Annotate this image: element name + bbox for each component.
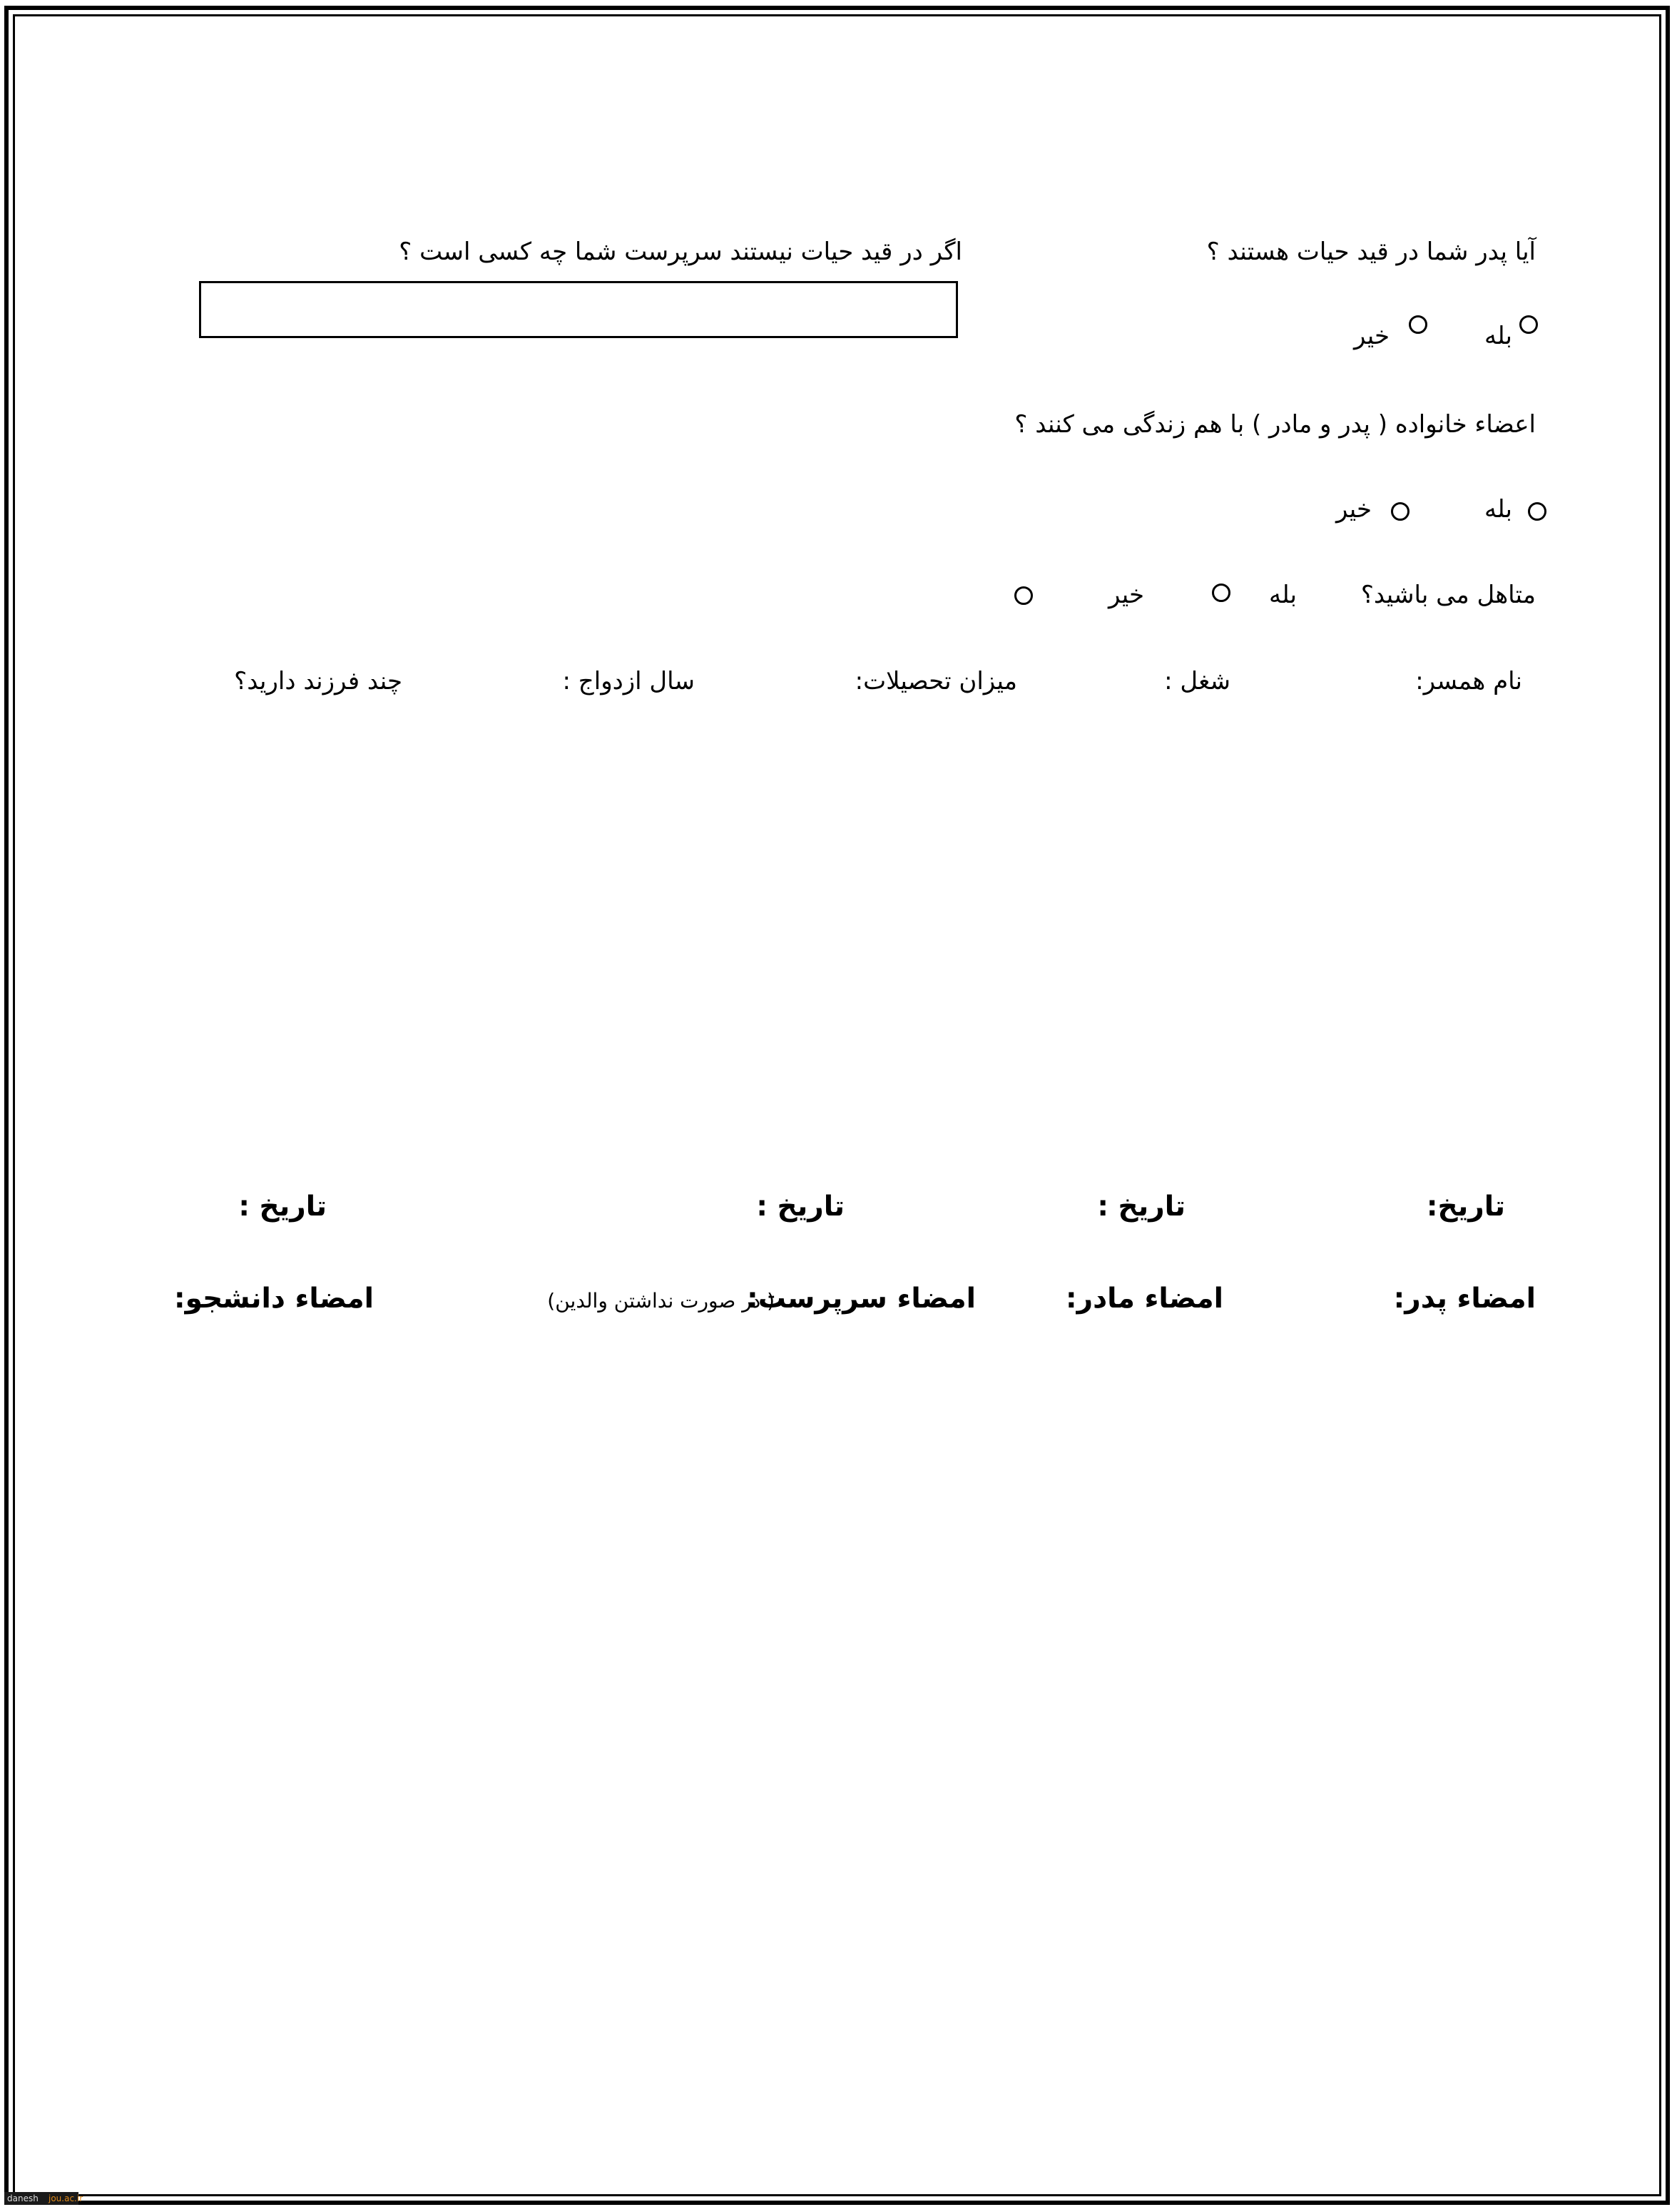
family-together-no-radio[interactable] bbox=[1391, 502, 1410, 521]
family-together-yes-radio[interactable] bbox=[1528, 502, 1546, 521]
married-no-radio[interactable] bbox=[1014, 586, 1033, 605]
guardian-signature-label: امضاء سرپرست: bbox=[747, 1283, 976, 1315]
spouse-job-label: شغل : bbox=[1164, 667, 1230, 695]
student-signature-label: امضاء دانشجو: bbox=[174, 1283, 374, 1315]
father-alive-yes-label: بله bbox=[1484, 322, 1512, 350]
father-alive-no-label: خیر bbox=[1353, 322, 1390, 350]
father-signature-label: امضاء پدر: bbox=[1393, 1283, 1536, 1315]
spouse-education-label: میزان تحصیلات: bbox=[855, 667, 1017, 695]
father-alive-yes-radio[interactable] bbox=[1519, 315, 1538, 334]
mother-date-label: تاریخ : bbox=[1097, 1191, 1186, 1223]
married-yes-radio[interactable] bbox=[1212, 583, 1230, 602]
children-count-label: چند فرزند دارید؟ bbox=[234, 667, 402, 695]
family-together-yes-label: بله bbox=[1484, 495, 1512, 524]
mother-signature-label: امضاء مادر: bbox=[1066, 1283, 1223, 1315]
family-together-no-label: خیر bbox=[1335, 495, 1372, 524]
guardian-input[interactable] bbox=[199, 281, 958, 338]
spouse-name-label: نام همسر: bbox=[1415, 667, 1522, 695]
married-question: متاهل می باشید؟ bbox=[1360, 581, 1536, 609]
logo-text: danesh bbox=[7, 2193, 39, 2203]
father-alive-question: آیا پدر شما در قید حیات هستند ؟ bbox=[1206, 238, 1536, 266]
guardian-date-label: تاریخ : bbox=[756, 1191, 845, 1223]
married-no-label: خیر bbox=[1108, 581, 1144, 609]
logo-accent-text: jou.ac.ir bbox=[49, 2193, 83, 2203]
guardian-signature-note: ( در صورت نداشتن والدین) bbox=[547, 1289, 775, 1313]
guardian-question: اگر در قید حیات نیستند سرپرست شما چه کسی است ؟ bbox=[399, 238, 962, 266]
father-alive-no-radio[interactable] bbox=[1409, 315, 1427, 334]
page-border-inner bbox=[13, 14, 1661, 2196]
site-logo bbox=[4, 2192, 83, 2205]
student-date-label: تاریخ : bbox=[238, 1191, 327, 1223]
marriage-year-label: سال ازدواج : bbox=[562, 667, 695, 695]
father-date-label: تاریخ: bbox=[1426, 1191, 1505, 1223]
married-yes-label: بله bbox=[1269, 581, 1297, 609]
family-together-question: اعضاء خانواده ( پدر و مادر ) با هم زندگی می کنند ؟ bbox=[1014, 410, 1536, 439]
